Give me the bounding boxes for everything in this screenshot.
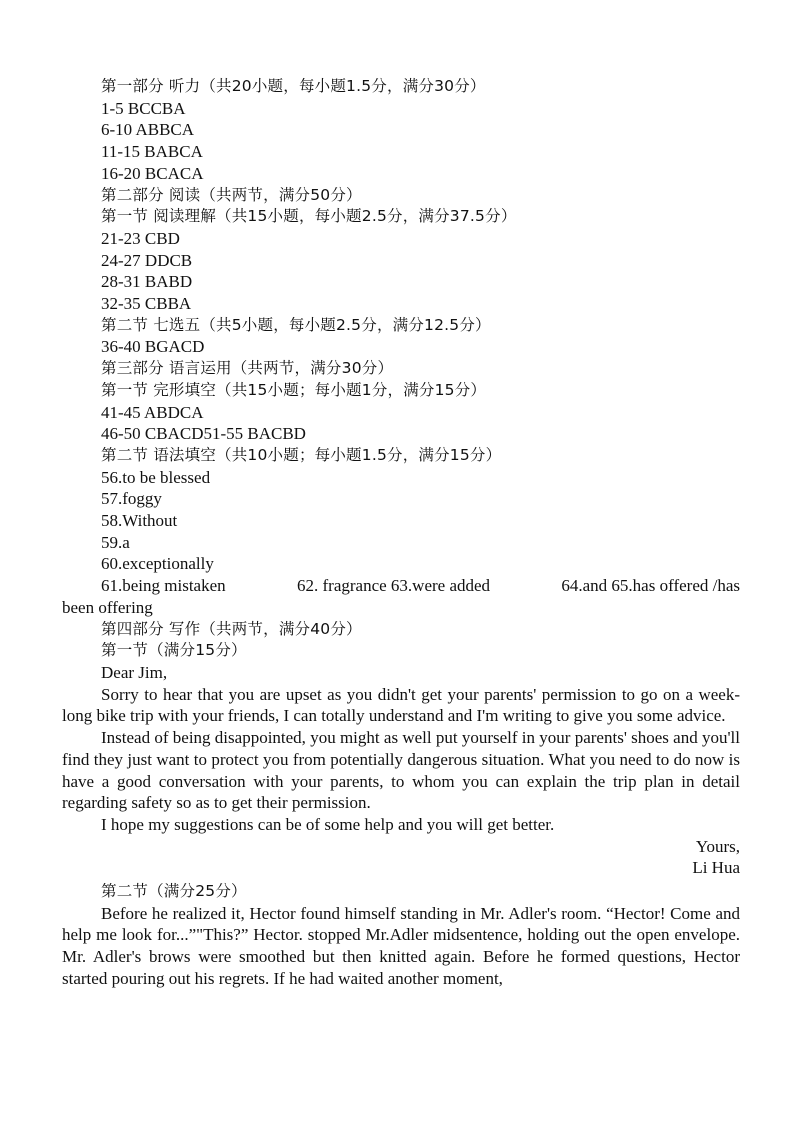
answer-61: 61.being mistaken [101,576,226,596]
letter-greeting: Dear Jim, [101,662,168,682]
letter-paragraph: Instead of being disappointed, you might as well put yourself in your parents' shoes and you'll find they just want to protect you from potentially dangerous situation. What you need to do now is have a good conversation with your parents, to whom you can explain the trip plan in detail regarding safety so as to get their permission. [62,728,740,813]
part4-section2-heading: 第二节（满分25分） [101,882,247,901]
answer-line: 57.foggy [101,489,162,509]
answer-line: 41-45 ABDCA [101,402,204,422]
answer-key-content [62,76,740,990]
part3-section1-heading: 第一节 完形填空（共15小题；每小题1分，满分15分） [101,380,487,399]
answer-line: 32-35 CBBA [101,294,192,314]
answer-line: 21-23 CBD [101,228,180,248]
answer-line: 58.Without [101,511,178,531]
answer-continuation: been offering [62,597,153,617]
answer-line: 56.to be blessed [101,467,211,487]
letter-closing: Yours, [695,836,740,856]
answer-line: 46-50 CBACD51-55 BACBD [101,424,306,444]
answer-row-61-65 [62,575,740,597]
letter-paragraph: Sorry to hear that you are upset as you didn't get your parents' permission to go on a week-long bike trip with your friends, I can totally understand and I'm writing to give you some advice. [62,684,740,726]
answer-line: 59.a [101,532,130,552]
part2-section1-heading: 第一节 阅读理解（共15小题，每小题2.5分，满分37.5分） [101,207,517,226]
part1-heading: 第一部分 听力（共20小题，每小题1.5分，满分30分） [101,77,486,95]
answer-line: 11-15 BABCA [101,142,203,162]
part3-heading: 第三部分 语言运用（共两节，满分30分） [101,359,394,378]
answer-line: 60.exceptionally [101,554,214,574]
part3-section2-heading: 第二节 语法填空（共10小题；每小题1.5分，满分15分） [101,445,502,464]
letter-paragraph: I hope my suggestions can be of some help and you will get better. [101,814,555,834]
part2-section2-heading: 第二节 七选五（共5小题，每小题2.5分，满分12.5分） [101,315,491,334]
answer-line: 6-10 ABBCA [101,120,195,140]
answer-62-63: 62. fragrance 63.were added [297,576,491,596]
part4-section1-heading: 第一节（满分15分） [101,641,247,660]
story-paragraph: Before he realized it, Hector found himself standing in Mr. Adler's room. “Hector! Come and help me look for...”"This?” Hector. stopped Mr.Adler midsentence, holding out the open envelope. Mr. Adler's brows were smoothed but then knitted again. Before he formed questions, Hector started pouring out his regrets. If he had waited another moment, [62,903,740,988]
answer-line: 36-40 BGACD [101,337,205,357]
answer-line: 16-20 BCACA [101,163,204,183]
letter-signature: Li Hua [692,858,740,878]
answer-64-65: 64.and 65.has offered /has [561,576,740,596]
answer-line: 24-27 DDCB [101,250,193,270]
answer-line: 1-5 BCCBA [101,98,186,118]
answer-line: 28-31 BABD [101,272,193,292]
part2-heading: 第二部分 阅读（共两节，满分50分） [101,185,362,204]
part4-heading: 第四部分 写作（共两节，满分40分） [101,619,362,638]
